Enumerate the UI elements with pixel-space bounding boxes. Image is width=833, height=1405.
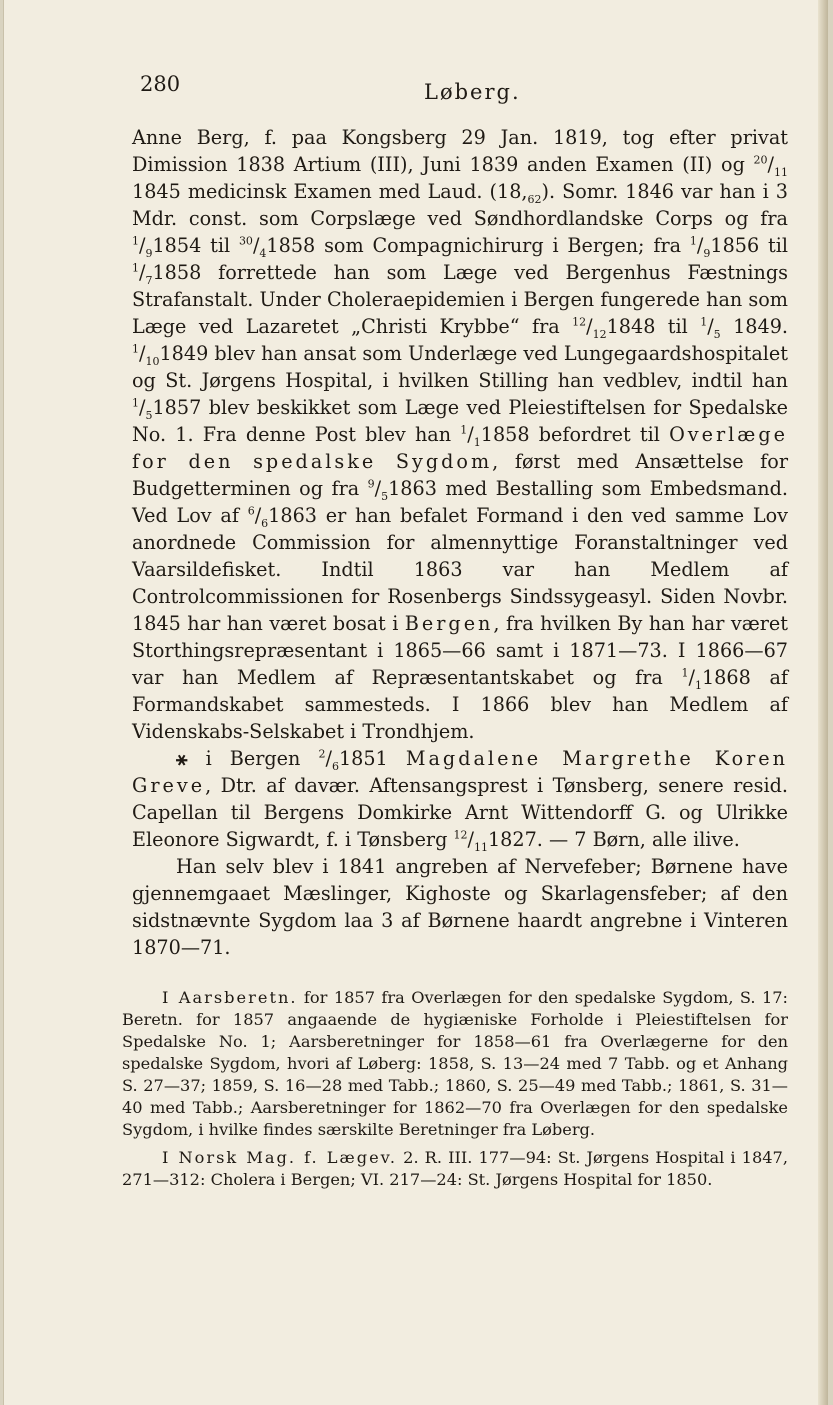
illness-paragraph: Han selv blev i 1841 angreben af Nervefeber; Børnene have gjennemgaaet Mæslinger, Kighoste og Skarlagensfeber; af den sidstnævnte Sygdom laa 3 af Børnene haardt angrebne i Vinteren 1870—71. [132,855,788,959]
running-title: Løberg. [424,80,521,104]
spouse-name: Magdalene Margrethe Koren Greve [132,747,789,797]
footnote-publications: I Aarsberetn. for 1857 fra Overlægen for den spedalske Sygdom, S. 17: Beretn. for 1857 angaaende de hygiæniske Forholde i Pleiestiftelsen for Spedalske No. 1; Aarsberetninger for 1858—61 fra Overlægerne for den spedalske Sygdom, hvori af Løberg: 1858, S. 13—24 med 7 Tabb. og et Anhang S. 27—37; 1859, S. 16—28 med Tabb.; 1860, S. 25—49 med Tabb.; 1861, S. 31—40 med Tabb.; Aarsberetninger for 1862—70 fra Overlægen for den spedalske Sygdom, i hvilke findes særskilte Beretninger fra Løberg. [122,988,789,1139]
marriage-paragraph: ⚹ i Bergen $^2/_61851$ Magdalene Margrethe Koren Greve, Dtr. af davær. Aftensangsprest i Tønsberg, senere resid. Capellan til Bergens Domkirke Arnt Wittendorff G. og Ulrikke Eleonore Sigwardt, f. i Tønsberg $^{12}/_{11}1827$. — 7 Børn, alle ilive. [132,747,789,854]
page-edge [818,0,828,1405]
book-page [3,0,828,1405]
marriage-symbol: ⚹ [176,747,188,770]
main-text [132,124,788,961]
city-name: Bergen [404,612,494,635]
page-number: 280 [140,72,181,96]
page-header [140,68,786,108]
biography-paragraph: Anne Berg, f. paa Kongsberg 29 Jan. 1819, tog efter privat Dimission 1838 Artium (III), Juni 1839 anden Examen (II) og $^{20}/_{11}$ 1845 medicinsk Examen med Laud. $(18,_{62})$. Somr. 1846 var han i 3 Mdr. const. som Corpslæge ved Søndhordlandske Corps og fra $^1/_91854$ til $^{30}/_41858$ som Compagnichirurg i Bergen; fra $^1/_91856$ til $^1/_71858$ forrettede han som Læge ved Bergenhus Fæstnings Strafanstalt. Under Choleraepidemien i Bergen fungerede han som Læge ved Lazaretet „Christi Krybbe“ fra $^{12}/_{12}1848$ til $^1/_5$ 1849. $^1/_{10}1849$ blev han ansat som Underlæge ved Lungegaardshospitalet og St. Jørgens Hospital, i hvilken Stilling han vedblev, indtil han $^1/_51857$ blev beskikket som Læge ved Pleiestiftelsen for Spedalske No. 1. Fra denne Post blev han $^1/_11858$ befordret til Overlæge for den spedalske Sygdom, først med Ansættelse for Budgetterminen og fra $^9/_51863$ med Bestalling som Embedsmand. Ved Lov af $^6/_61863$ er han befalet Formand i den ved samme Lov anordnede Commission for almennyttige Foranstaltninger ved Vaarsildefisket. Indtil 1863 var han Medlem af Controlcommissionen for Rosenbergs Sindssygeasyl. Siden Novbr. 1845 har han været bosat i Bergen, fra hvilken By han har været Storthingsrepræsentant i 1865—66 samt i 1871—73. I 1866—67 var han Medlem af Repræsentantskabet og fra $^1/_11868$ af Formandskabet sammesteds. I 1866 blev han Medlem af Videnskabs-Selskabet i Trondhjem. [132,126,789,743]
footnotes [122,987,788,1197]
office-title: Overlæge for den spedalske Sygdom [132,423,788,473]
footnote-journal: I Norsk Mag. f. Lægev. 2. R. III. 177—94: St. Jørgens Hospital i 1847, 271—312: Cholera i Bergen; VI. 217—24: St. Jørgens Hospital for 1850. [122,1148,788,1189]
